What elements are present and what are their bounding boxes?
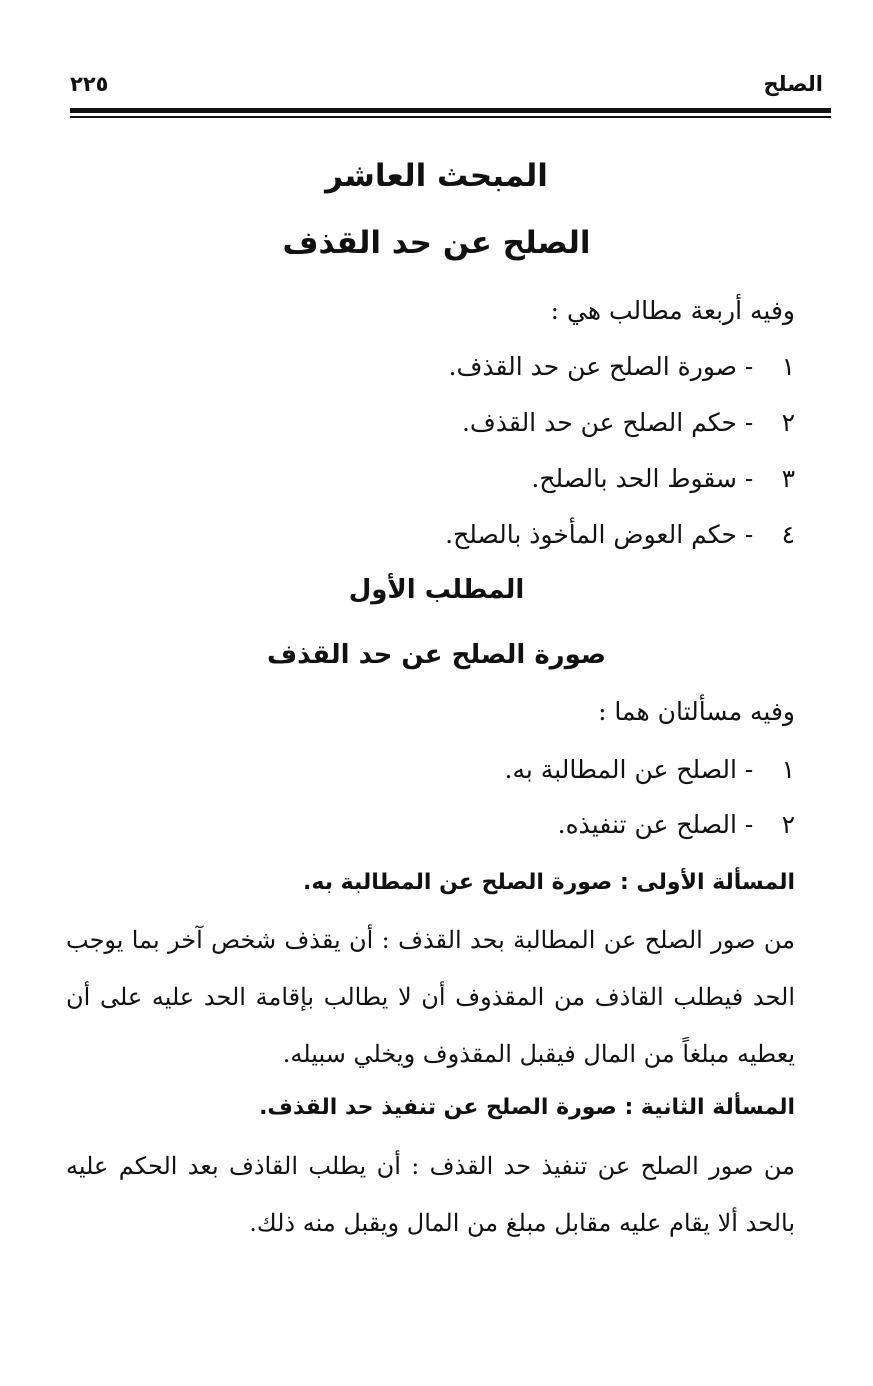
issue-body-1: من صور الصلح عن المطالبة بحد القذف : أن يقذف شخص آخر بما يوجب الحد فيطلب القاذف من المقذوف أن لا يطالب بإقامة الحد عليه على أن يعطيه مبلغاً من المال فيقبل المقذوف ويخلي سبيله. (66, 926, 796, 1068)
list-item (462, 408, 795, 437)
issue-body-2: من صور الصلح عن تنفيذ حد القذف : أن يطلب القاذف بعد الحكم عليه بالحد ألا يقام عليه مقابل مبلغ من المال ويقبل منه ذلك. (66, 1152, 795, 1237)
section-subtitle: صورة الصلح عن حد القذف (266, 640, 607, 670)
section-intro: وفيه مسألتان هما : (598, 697, 795, 726)
list-item-number: ٣ (781, 464, 795, 493)
list-item-number: ١ (781, 352, 795, 381)
list-item-text: حكم العوض المأخوذ بالصلح. (445, 520, 737, 549)
list-item-dash: - (744, 352, 754, 381)
list-item-text: صورة الصلح عن حد القذف. (448, 352, 737, 381)
list-item (505, 755, 795, 784)
list-item-dash: - (744, 520, 754, 549)
list-item (445, 520, 795, 549)
running-title: الصلح (763, 72, 823, 96)
list-item-number: ٢ (781, 810, 795, 839)
header-rule-thin (70, 116, 831, 118)
running-header (70, 72, 823, 102)
header-rule-thick (70, 108, 831, 113)
issue-title-2: المسألة الثانية : صورة الصلح عن تنفيذ حد القذف. (259, 1095, 795, 1120)
list-item-number: ٢ (781, 408, 795, 437)
issue-title-1: المسألة الأولى : صورة الصلح عن المطالبة به. (303, 870, 795, 895)
section-title: المطلب الأول (348, 575, 525, 605)
list-item-number: ١ (781, 755, 795, 784)
list-item-dash: - (744, 755, 754, 784)
list-item-dash: - (744, 408, 754, 437)
list-item-text: الصلح عن تنفيذه. (557, 810, 737, 839)
chapter-title: المبحث العاشر (325, 158, 548, 194)
list-item (449, 352, 795, 381)
list-item (558, 810, 795, 839)
chapter-intro: وفيه أربعة مطالب هي : (550, 296, 795, 325)
list-item (531, 464, 795, 493)
list-item-text: حكم الصلح عن حد القذف. (461, 408, 737, 437)
page-number: ٢٢٥ (70, 72, 109, 96)
chapter-subtitle: الصلح عن حد القذف (282, 225, 591, 261)
list-item-dash: - (744, 464, 754, 493)
list-item-text: سقوط الحد بالصلح. (531, 464, 737, 493)
list-item-text: الصلح عن المطالبة به. (504, 755, 737, 784)
list-item-number: ٤ (781, 520, 795, 549)
list-item-dash: - (744, 810, 754, 839)
